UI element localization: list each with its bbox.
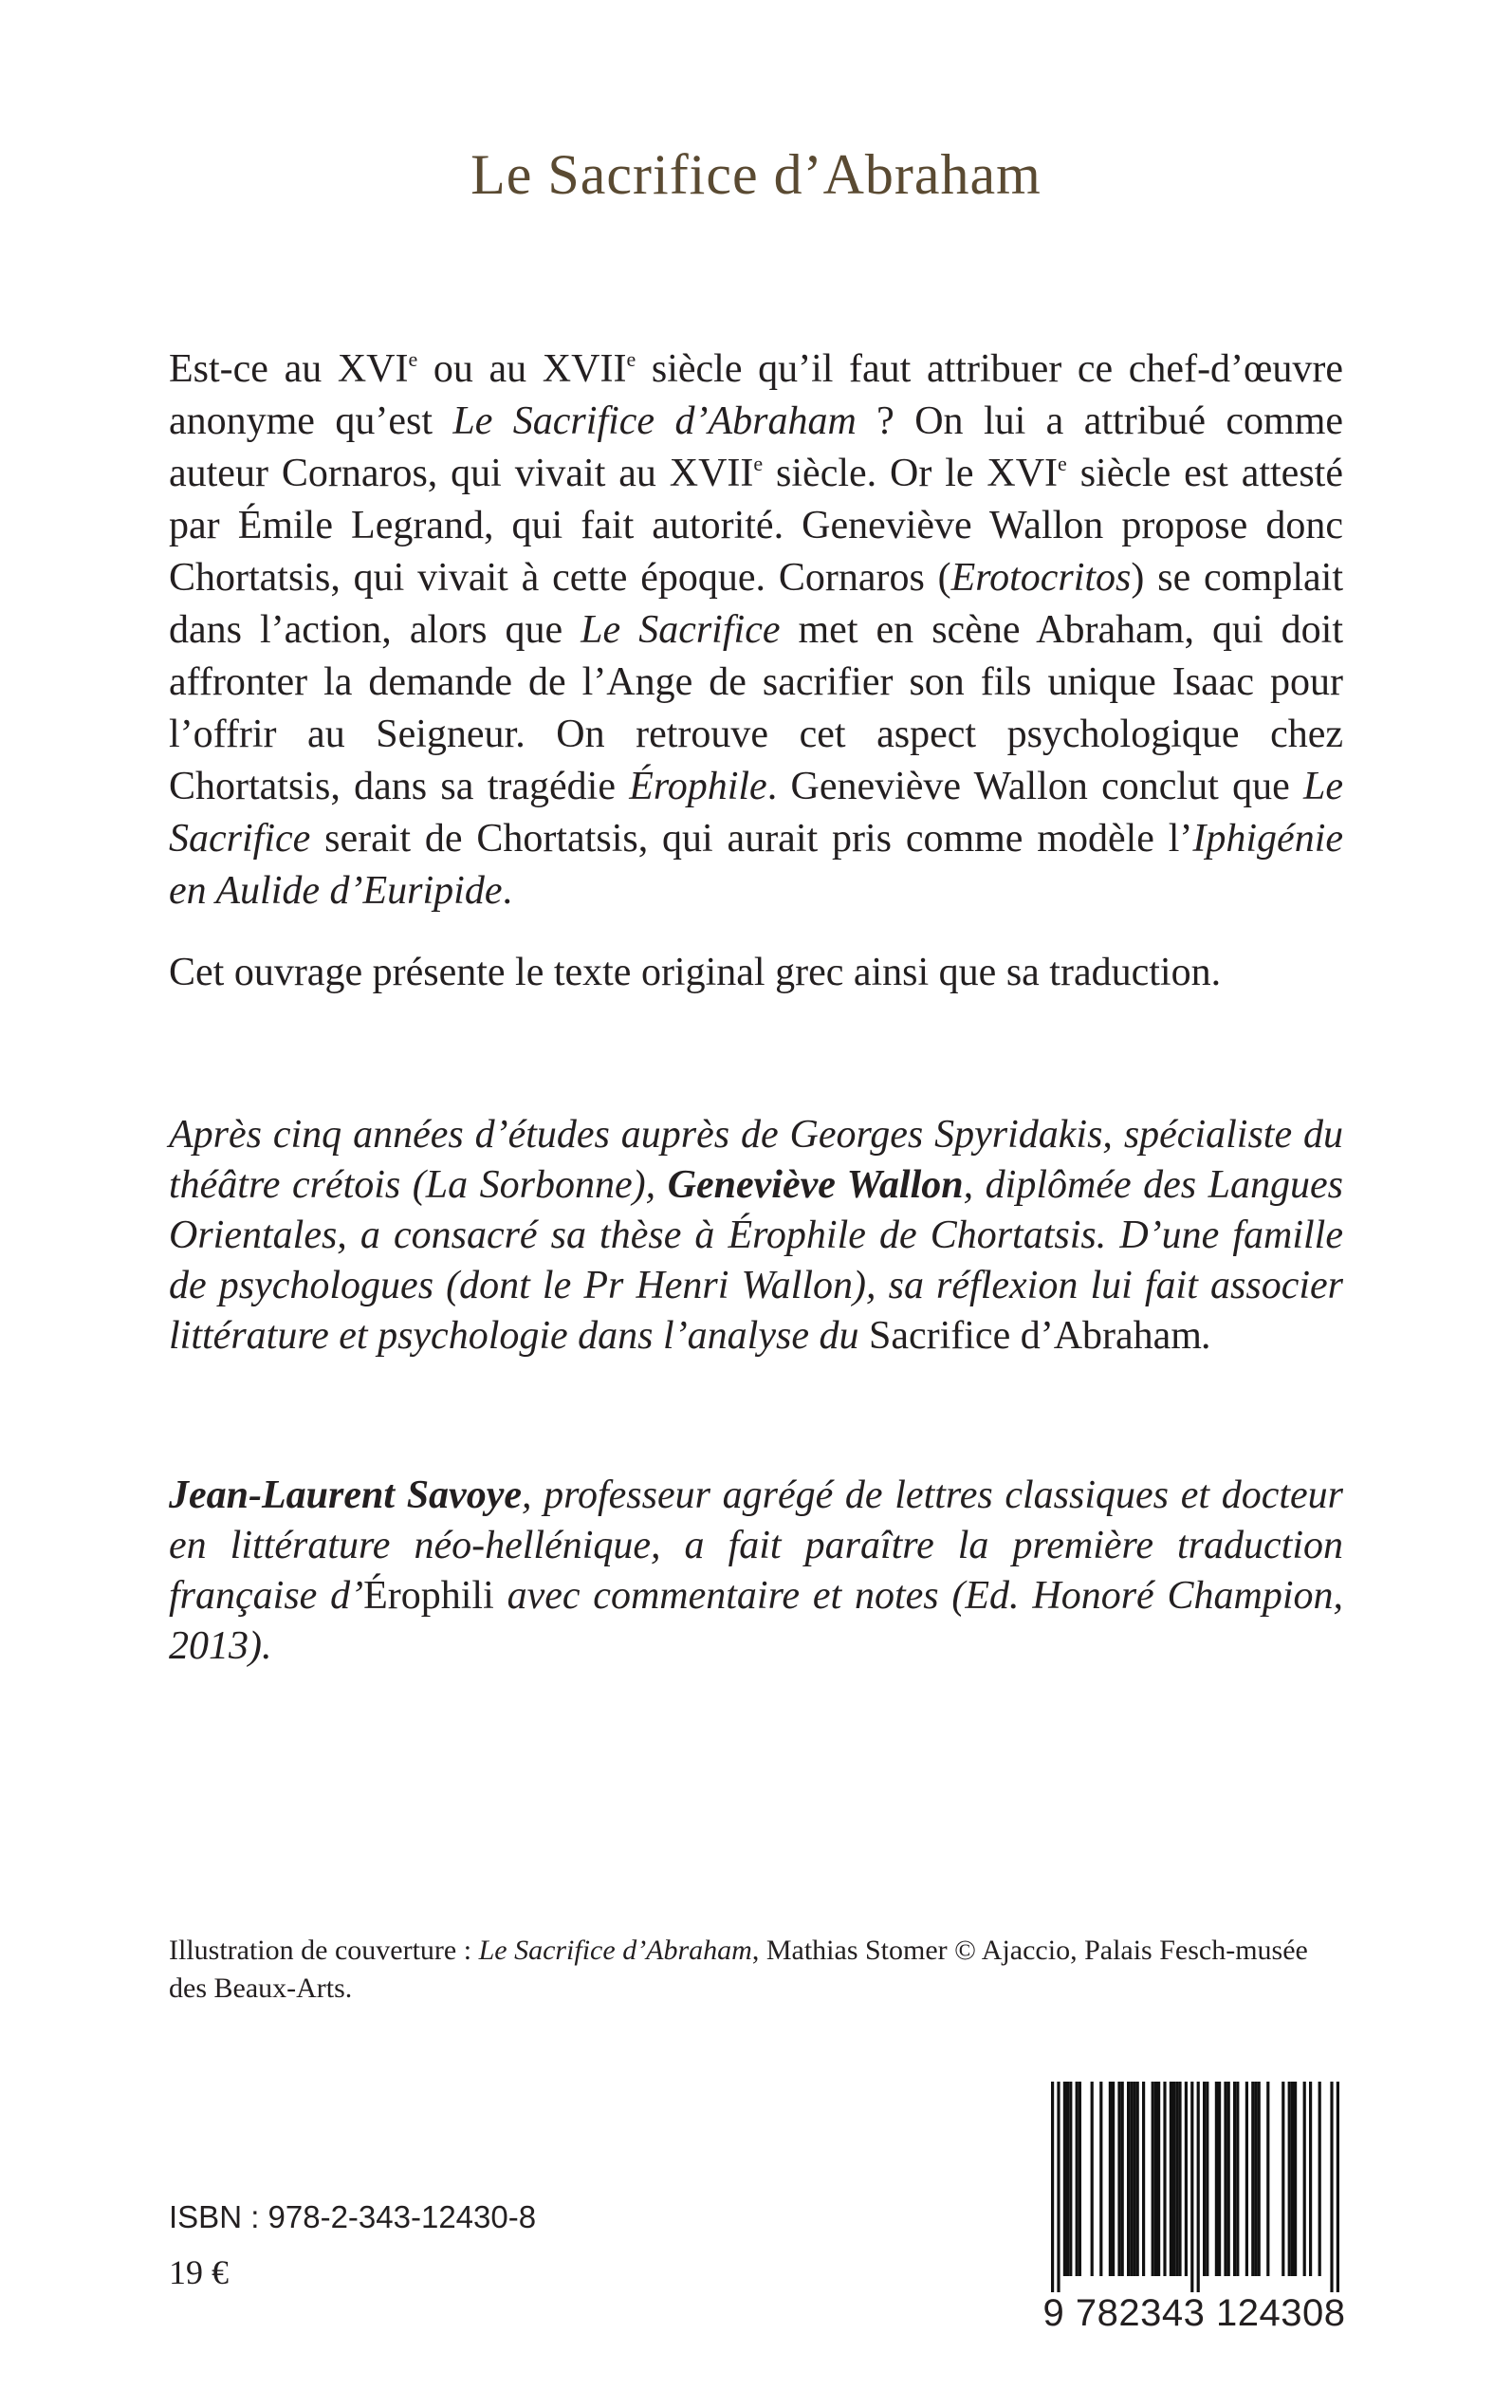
barcode-bar xyxy=(1218,2082,1221,2276)
barcode-bar xyxy=(1136,2082,1139,2276)
barcode-bar xyxy=(1051,2082,1054,2292)
barcode-bar xyxy=(1291,2082,1294,2276)
barcode-bar xyxy=(1227,2082,1230,2276)
isbn-label: ISBN : 978-2-343-12430-8 xyxy=(169,2199,537,2234)
barcode-bar xyxy=(1178,2082,1181,2276)
barcode-bar xyxy=(1170,2082,1172,2276)
barcode-bar xyxy=(1057,2082,1060,2292)
barcode-bar xyxy=(1185,2082,1188,2276)
barcode-bar xyxy=(1099,2082,1102,2276)
barcode-digits: 9 782343 124308 xyxy=(1042,2292,1346,2334)
barcode-bar xyxy=(1130,2082,1133,2276)
barcode-bar xyxy=(1337,2082,1339,2292)
author-name-savoye: Jean-Laurent Savoye xyxy=(169,1473,522,1517)
barcode-bar xyxy=(1224,2082,1226,2276)
barcode-bar xyxy=(1245,2082,1248,2276)
barcode-bar xyxy=(1318,2082,1321,2276)
barcode-bar xyxy=(1079,2082,1081,2276)
barcode xyxy=(1038,2082,1351,2347)
barcode-bar xyxy=(1236,2082,1239,2276)
barcode-bar xyxy=(1112,2082,1115,2276)
barcode-bar xyxy=(1206,2082,1208,2276)
barcode-bar xyxy=(1091,2082,1094,2276)
summary-paragraph: Est-ce au XVIe ou au XVIIe siècle qu’il faut attribuer ce chef-d’œuvre anonyme qu’est Le Sacrifice d’Abraham ? On lui a attribué comme auteur Cornaros, qui vivait au XVIIe siècle. Or le XVIe siècle est attesté par Émile Legrand, qui fait autorité. Geneviève Wallon propose donc Chortatsis, qui vivait à cette époque. Cornaros (Erotocritos) se complait dans l’action, alors que Le Sacrifice met en scène Abraham, qui doit affronter la demande de l’Ange de sacrifier son fils unique Isaac pour l’offrir au Seigneur. On retrouve cet aspect psychologique chez Chortatsis, dans sa tragédie Érophile. Geneviève Wallon conclut que Le Sacrifice serait de Chortatsis, qui aurait pris comme modèle l’Iphigénie en Aulide d’Euripide. xyxy=(169,347,1344,913)
barcode-bar xyxy=(1133,2082,1135,2276)
barcode-bar xyxy=(1254,2082,1257,2276)
barcode-bar xyxy=(1203,2082,1206,2276)
barcode-bar xyxy=(1303,2082,1306,2276)
author-bio-wallon: Après cinq années d’études auprès de Georges Spyridakis, spécialiste du théâtre crétois (La Sorbonne), Geneviève Wallon, diplômée des Langues Orientales, a consacré sa thèse à Érophile de Chortatsis. D’une famille de psychologues (dont le Pr Henri Wallon), sa réflexion lui fait associer littérature et psychologie dans l’analyse du Sacrifice d’Abraham. xyxy=(169,1113,1343,1358)
author-bio-savoye: Jean-Laurent Savoye, professeur agrégé de lettres classiques et docteur en littérature néo-hellénique, a fait paraître la première traduction française d’Érophili avec commentaire et notes (Ed. Honoré Champion, 2013). xyxy=(169,1473,1343,1668)
author-name-wallon: Geneviève Wallon xyxy=(667,1163,964,1207)
summary-note: Cet ouvrage présente le texte original grec ainsi que sa traduction. xyxy=(169,951,1222,994)
cover-illustration-credit: Illustration de couverture : Le Sacrifice d’Abraham, Mathias Stomer © Ajaccio, Palais Fesch-musée des Beaux-Arts. xyxy=(169,1935,1308,2004)
barcode-bar xyxy=(1233,2082,1236,2276)
barcode-bar xyxy=(1288,2082,1291,2276)
barcode-bar xyxy=(1309,2082,1312,2276)
barcode-bar xyxy=(1063,2082,1066,2276)
barcode-bar xyxy=(1069,2082,1072,2276)
barcode-bar xyxy=(1190,2082,1193,2292)
barcode-bar xyxy=(1127,2082,1130,2276)
barcode-bar xyxy=(1197,2082,1200,2292)
barcode-bar xyxy=(1215,2082,1218,2276)
price-label: 19 € xyxy=(169,2253,229,2291)
barcode-bar xyxy=(1258,2082,1261,2276)
barcode-bar xyxy=(1330,2082,1333,2292)
barcode-bar xyxy=(1142,2082,1145,2276)
barcode-bar xyxy=(1294,2082,1297,2276)
barcode-bar xyxy=(1109,2082,1112,2276)
book-title: Le Sacrifice d’Abraham xyxy=(470,143,1042,206)
barcode-bar xyxy=(1175,2082,1178,2276)
barcode-bar xyxy=(1172,2082,1175,2276)
barcode-bar xyxy=(1157,2082,1160,2276)
barcode-bar xyxy=(1154,2082,1157,2276)
barcode-bar xyxy=(1251,2082,1254,2276)
barcode-bar xyxy=(1266,2082,1269,2276)
barcode-bars xyxy=(1038,2082,1351,2292)
barcode-bar xyxy=(1076,2082,1079,2276)
barcode-bar xyxy=(1282,2082,1284,2276)
barcode-bar xyxy=(1066,2082,1069,2276)
barcode-bar xyxy=(1152,2082,1154,2276)
barcode-bar xyxy=(1163,2082,1166,2276)
barcode-bar xyxy=(1117,2082,1120,2276)
barcode-bar xyxy=(1121,2082,1124,2276)
